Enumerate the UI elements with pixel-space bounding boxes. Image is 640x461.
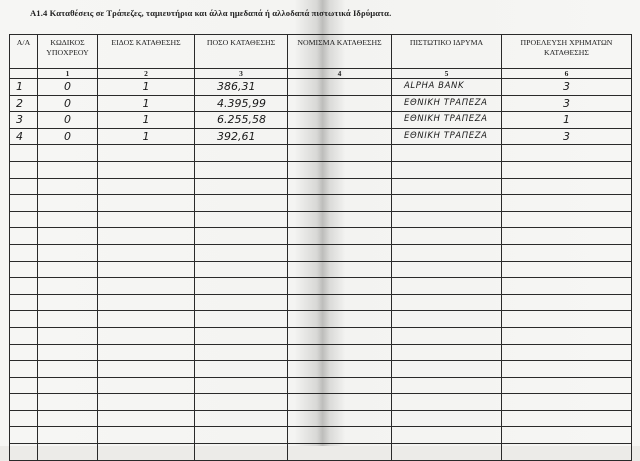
table-row	[10, 112, 632, 129]
deposit-currency-cell	[288, 145, 392, 162]
deposit-currency-cell	[288, 377, 392, 394]
credit-institution-cell	[392, 410, 502, 427]
credit-institution-cell	[392, 211, 502, 228]
empty-table-row	[10, 327, 632, 344]
handwritten-value: 3	[563, 80, 570, 94]
credit-institution-cell	[392, 178, 502, 195]
deposit-type-cell	[98, 327, 195, 344]
deposit-type-cell	[98, 278, 195, 295]
money-origin-cell	[502, 79, 632, 96]
handwritten-value: ALPHA BANK	[404, 81, 465, 92]
money-origin-cell	[502, 344, 632, 361]
credit-institution-cell	[392, 112, 502, 129]
empty-table-row	[10, 311, 632, 328]
money-origin-cell	[502, 128, 632, 145]
handwritten-value: ΕΘΝΙΚΗ ΤΡΑΠΕΖΑ	[404, 114, 488, 125]
deposit-amount-cell	[195, 112, 288, 129]
col-header-origin: ΠΡΟΕΛΕΥΣΗ ΧΡΗΜΑΤΩΝ ΚΑΤΑΘΕΣΗΣ	[502, 35, 632, 69]
deposit-amount-cell	[195, 95, 288, 112]
credit-institution-cell	[392, 377, 502, 394]
money-origin-cell	[502, 228, 632, 245]
handwritten-value: 3	[16, 113, 23, 127]
handwritten-value: 0	[64, 96, 71, 110]
deposit-type-cell	[98, 294, 195, 311]
credit-institution-cell	[392, 394, 502, 411]
deposit-type-cell	[98, 79, 195, 96]
deposit-type-cell	[98, 344, 195, 361]
empty-table-row	[10, 427, 632, 444]
taxpayer-code-cell	[38, 394, 98, 411]
credit-institution-cell	[392, 79, 502, 96]
deposit-currency-cell	[288, 128, 392, 145]
deposit-currency-cell	[288, 161, 392, 178]
money-origin-cell	[502, 244, 632, 261]
deposit-type-cell	[98, 211, 195, 228]
table-row	[10, 79, 632, 96]
row-number-cell	[10, 112, 38, 129]
empty-table-row	[10, 145, 632, 162]
deposit-amount-cell	[195, 145, 288, 162]
deposit-amount-cell	[195, 211, 288, 228]
empty-table-row	[10, 394, 632, 411]
taxpayer-code-cell	[38, 195, 98, 212]
handwritten-value: 1	[16, 80, 23, 94]
empty-table-row	[10, 228, 632, 245]
deposit-type-cell	[98, 311, 195, 328]
row-number-cell	[10, 394, 38, 411]
taxpayer-code-cell	[38, 377, 98, 394]
deposit-currency-cell	[288, 228, 392, 245]
col-num-bank: 5	[392, 69, 502, 79]
credit-institution-cell	[392, 128, 502, 145]
row-number-cell	[10, 79, 38, 96]
row-number-cell	[10, 261, 38, 278]
handwritten-value: 392,61	[217, 130, 256, 144]
row-number-cell	[10, 427, 38, 444]
handwritten-value: 0	[64, 80, 71, 94]
deposit-amount-cell	[195, 228, 288, 245]
credit-institution-cell	[392, 95, 502, 112]
row-number-cell	[10, 361, 38, 378]
taxpayer-code-cell	[38, 228, 98, 245]
col-num-origin: 6	[502, 69, 632, 79]
col-header-amount: ΠΟΣΟ ΚΑΤΑΘΕΣΗΣ	[195, 35, 288, 69]
row-number-cell	[10, 327, 38, 344]
taxpayer-code-cell	[38, 278, 98, 295]
money-origin-cell	[502, 95, 632, 112]
taxpayer-code-cell	[38, 211, 98, 228]
header-row	[10, 35, 632, 69]
row-number-cell	[10, 211, 38, 228]
deposit-currency-cell	[288, 311, 392, 328]
row-number-cell	[10, 444, 38, 461]
deposit-type-cell	[98, 112, 195, 129]
column-number-row	[10, 69, 632, 79]
handwritten-value: 1	[142, 96, 150, 110]
row-number-cell	[10, 228, 38, 245]
money-origin-cell	[502, 361, 632, 378]
col-header-aa: Α/Α	[10, 35, 38, 69]
credit-institution-cell	[392, 145, 502, 162]
row-number-cell	[10, 128, 38, 145]
deposit-currency-cell	[288, 178, 392, 195]
deposit-type-cell	[98, 128, 195, 145]
taxpayer-code-cell	[38, 79, 98, 96]
money-origin-cell	[502, 444, 632, 461]
taxpayer-code-cell	[38, 178, 98, 195]
taxpayer-code-cell	[38, 344, 98, 361]
row-number-cell	[10, 178, 38, 195]
deposit-amount-cell	[195, 244, 288, 261]
table-row	[10, 95, 632, 112]
row-number-cell	[10, 195, 38, 212]
row-number-cell	[10, 145, 38, 162]
deposit-amount-cell	[195, 344, 288, 361]
credit-institution-cell	[392, 427, 502, 444]
deposit-currency-cell	[288, 427, 392, 444]
deposit-currency-cell	[288, 211, 392, 228]
deposit-amount-cell	[195, 178, 288, 195]
deposit-type-cell	[98, 178, 195, 195]
table-row	[10, 128, 632, 145]
row-number-cell	[10, 278, 38, 295]
handwritten-value: 3	[563, 96, 570, 110]
empty-table-row	[10, 377, 632, 394]
col-num-code: 1	[38, 69, 98, 79]
taxpayer-code-cell	[38, 128, 98, 145]
taxpayer-code-cell	[38, 95, 98, 112]
credit-institution-cell	[392, 195, 502, 212]
money-origin-cell	[502, 294, 632, 311]
empty-table-row	[10, 178, 632, 195]
money-origin-cell	[502, 211, 632, 228]
row-number-cell	[10, 377, 38, 394]
handwritten-value: 1	[142, 130, 150, 144]
credit-institution-cell	[392, 161, 502, 178]
row-number-cell	[10, 161, 38, 178]
table-body	[10, 79, 632, 461]
empty-table-row	[10, 261, 632, 278]
empty-table-row	[10, 161, 632, 178]
deposit-type-cell	[98, 444, 195, 461]
col-header-bank: ΠΙΣΤΩΤΙΚΟ ΙΔΡΥΜΑ	[392, 35, 502, 69]
handwritten-value: ΕΘΝΙΚΗ ΤΡΑΠΕΖΑ	[404, 97, 488, 108]
deposit-type-cell	[98, 410, 195, 427]
money-origin-cell	[502, 327, 632, 344]
taxpayer-code-cell	[38, 161, 98, 178]
deposit-amount-cell	[195, 79, 288, 96]
deposit-currency-cell	[288, 261, 392, 278]
col-header-kind: ΕΙΔΟΣ ΚΑΤΑΘΕΣΗΣ	[98, 35, 195, 69]
taxpayer-code-cell	[38, 361, 98, 378]
money-origin-cell	[502, 410, 632, 427]
row-number-cell	[10, 311, 38, 328]
credit-institution-cell	[392, 361, 502, 378]
money-origin-cell	[502, 195, 632, 212]
credit-institution-cell	[392, 294, 502, 311]
money-origin-cell	[502, 311, 632, 328]
deposit-type-cell	[98, 145, 195, 162]
handwritten-value: ΕΘΝΙΚΗ ΤΡΑΠΕΖΑ	[404, 131, 488, 142]
section-title: Α1.4 Καταθέσεις σε Τράπεζες, ταμιευτήρια και άλλα ημεδαπά ή αλλοδαπά πιστωτικά Ιδρύματα.	[30, 8, 392, 18]
credit-institution-cell	[392, 244, 502, 261]
row-number-cell	[10, 294, 38, 311]
deposit-currency-cell	[288, 294, 392, 311]
deposit-type-cell	[98, 95, 195, 112]
money-origin-cell	[502, 427, 632, 444]
taxpayer-code-cell	[38, 327, 98, 344]
deposit-type-cell	[98, 261, 195, 278]
row-number-cell	[10, 244, 38, 261]
deposit-amount-cell	[195, 394, 288, 411]
handwritten-value: 1	[142, 113, 150, 127]
money-origin-cell	[502, 161, 632, 178]
deposit-amount-cell	[195, 361, 288, 378]
money-origin-cell	[502, 112, 632, 129]
empty-table-row	[10, 244, 632, 261]
taxpayer-code-cell	[38, 145, 98, 162]
money-origin-cell	[502, 377, 632, 394]
deposit-currency-cell	[288, 444, 392, 461]
deposit-type-cell	[98, 195, 195, 212]
handwritten-value: 3	[563, 130, 570, 144]
deposit-currency-cell	[288, 244, 392, 261]
row-number-cell	[10, 410, 38, 427]
deposit-amount-cell	[195, 261, 288, 278]
money-origin-cell	[502, 261, 632, 278]
deposit-type-cell	[98, 361, 195, 378]
deposit-type-cell	[98, 427, 195, 444]
deposit-amount-cell	[195, 278, 288, 295]
deposit-currency-cell	[288, 79, 392, 96]
deposit-currency-cell	[288, 278, 392, 295]
credit-institution-cell	[392, 261, 502, 278]
handwritten-value: 1	[563, 113, 570, 127]
credit-institution-cell	[392, 344, 502, 361]
deposit-amount-cell	[195, 128, 288, 145]
money-origin-cell	[502, 178, 632, 195]
col-num-kind: 2	[98, 69, 195, 79]
deposits-table	[9, 34, 632, 461]
credit-institution-cell	[392, 278, 502, 295]
handwritten-value: 2	[16, 96, 23, 110]
money-origin-cell	[502, 394, 632, 411]
credit-institution-cell	[392, 327, 502, 344]
deposit-amount-cell	[195, 427, 288, 444]
col-header-currency: ΝΟΜΙΣΜΑ ΚΑΤΑΘΕΣΗΣ	[288, 35, 392, 69]
deposit-amount-cell	[195, 311, 288, 328]
taxpayer-code-cell	[38, 244, 98, 261]
row-number-cell	[10, 344, 38, 361]
deposit-type-cell	[98, 161, 195, 178]
handwritten-value: 1	[142, 80, 150, 94]
deposit-amount-cell	[195, 195, 288, 212]
col-num-currency: 4	[288, 69, 392, 79]
taxpayer-code-cell	[38, 427, 98, 444]
deposit-amount-cell	[195, 377, 288, 394]
deposit-currency-cell	[288, 112, 392, 129]
deposit-amount-cell	[195, 327, 288, 344]
credit-institution-cell	[392, 311, 502, 328]
deposit-amount-cell	[195, 294, 288, 311]
taxpayer-code-cell	[38, 112, 98, 129]
handwritten-value: 6.255,58	[217, 113, 266, 127]
handwritten-value: 4	[16, 130, 23, 144]
row-number-cell	[10, 95, 38, 112]
deposit-currency-cell	[288, 327, 392, 344]
col-num-amount: 3	[195, 69, 288, 79]
credit-institution-cell	[392, 228, 502, 245]
col-header-code: ΚΩΔΙΚΟΣ ΥΠΟΧΡΕΟΥ	[38, 35, 98, 69]
deposit-currency-cell	[288, 361, 392, 378]
deposit-amount-cell	[195, 410, 288, 427]
money-origin-cell	[502, 278, 632, 295]
taxpayer-code-cell	[38, 294, 98, 311]
empty-table-row	[10, 211, 632, 228]
empty-table-row	[10, 294, 632, 311]
money-origin-cell	[502, 145, 632, 162]
deposit-amount-cell	[195, 161, 288, 178]
empty-table-row	[10, 410, 632, 427]
handwritten-value: 0	[64, 113, 71, 127]
taxpayer-code-cell	[38, 261, 98, 278]
taxpayer-code-cell	[38, 410, 98, 427]
empty-table-row	[10, 344, 632, 361]
deposit-type-cell	[98, 377, 195, 394]
deposit-currency-cell	[288, 195, 392, 212]
deposit-amount-cell	[195, 444, 288, 461]
handwritten-value: 0	[64, 130, 71, 144]
deposit-currency-cell	[288, 95, 392, 112]
handwritten-value: 386,31	[217, 80, 256, 94]
deposit-currency-cell	[288, 344, 392, 361]
deposit-currency-cell	[288, 410, 392, 427]
taxpayer-code-cell	[38, 311, 98, 328]
deposit-type-cell	[98, 228, 195, 245]
handwritten-value: 4.395,99	[217, 96, 266, 110]
empty-table-row	[10, 278, 632, 295]
deposit-type-cell	[98, 394, 195, 411]
col-num-aa	[10, 69, 38, 79]
empty-table-row	[10, 444, 632, 461]
empty-table-row	[10, 361, 632, 378]
credit-institution-cell	[392, 444, 502, 461]
taxpayer-code-cell	[38, 444, 98, 461]
deposit-type-cell	[98, 244, 195, 261]
empty-table-row	[10, 195, 632, 212]
deposit-currency-cell	[288, 394, 392, 411]
